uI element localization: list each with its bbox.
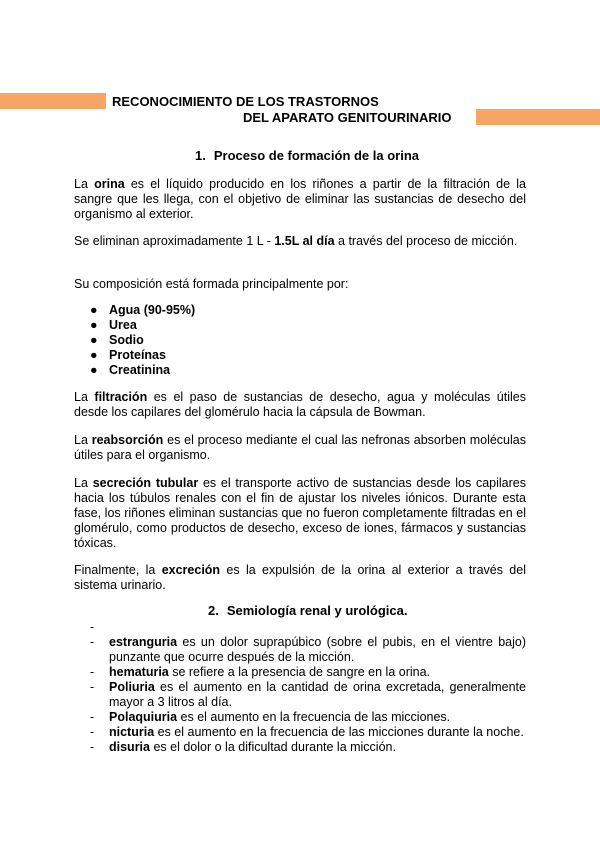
text-run: es el paso de sustancias de desecho, agua y moléculas útiles desde los capilares del glomérulo hacia la cápsula de Bowman.: [74, 390, 526, 419]
excretion-paragraph: [74, 563, 526, 593]
dash-icon: -: [90, 665, 95, 679]
list-item: [90, 620, 526, 635]
list-item: [90, 710, 526, 725]
title-accent-bar-right: [476, 109, 600, 125]
dash-icon: -: [90, 635, 95, 649]
bullet-icon: ●: [90, 303, 98, 317]
term-filtracion: filtración: [94, 390, 148, 404]
composition-intro: Su composición está formada principalmente por:: [74, 277, 349, 291]
text-run: es la expulsión de la orina al exterior a través del sistema urinario.: [74, 563, 526, 592]
section-1-heading: [195, 148, 419, 163]
term-reabsorcion: reabsorción: [91, 433, 164, 447]
text-run: La: [74, 433, 92, 447]
text-run: La: [74, 177, 95, 191]
definition: es el aumento en la frecuencia de las micciones.: [177, 710, 451, 724]
filtration-paragraph: [74, 390, 526, 420]
definition: es el aumento en la cantidad de orina excretada, generalmente mayor a 3 litros al día.: [109, 680, 526, 709]
urine-definition-paragraph: [74, 177, 526, 222]
list-item: [90, 665, 526, 680]
term: Poliuria: [109, 680, 155, 694]
bullet-icon: ●: [90, 348, 98, 362]
text-run: a través del proceso de micción.: [334, 234, 518, 248]
semiology-list: [90, 620, 526, 755]
volume-value: 1.5L al día: [274, 234, 335, 248]
list-item: [90, 725, 526, 740]
text-run: es el proceso mediante el cual las nefronas absorben moléculas útiles para el organismo.: [74, 433, 526, 462]
dash-icon: -: [90, 620, 95, 634]
component-label: Urea: [109, 318, 137, 332]
section-2-number: 2.: [208, 603, 219, 618]
composition-list: [90, 303, 195, 378]
component-label: Agua (90-95%): [109, 303, 196, 317]
bullet-icon: ●: [90, 333, 98, 347]
title-accent-bar-left: [0, 93, 106, 109]
list-item: [90, 680, 526, 710]
section-2-heading: [208, 603, 407, 618]
bullet-icon: ●: [90, 318, 98, 332]
definition: se refiere a la presencia de sangre en la orina.: [168, 665, 431, 679]
text-run: es el transporte activo de sustancias desde los capilares hacia los túbulos renales con el fin de ajustar los niveles iónicos. Durante esta fase, los riñones eliminan sustancias que no fueron completamente filtradas en el glomérulo, como productos de desecho, exceso de iones, fármacos y sustancias tóxicas.: [74, 476, 526, 550]
dash-icon: -: [90, 680, 95, 694]
reabsorption-paragraph: [74, 433, 526, 463]
list-item: [90, 348, 195, 363]
dash-icon: -: [90, 725, 95, 739]
document-title-line-1: RECONOCIMIENTO DE LOS TRASTORNOS: [112, 94, 379, 109]
dash-icon: -: [90, 710, 95, 724]
secretion-paragraph: [74, 476, 526, 551]
urine-volume-paragraph: [74, 234, 526, 249]
text-run: Se eliminan aproximadamente 1 L -: [74, 234, 275, 248]
document-title-line-2: DEL APARATO GENITOURINARIO: [243, 110, 452, 125]
definition: es el aumento en la frecuencia de las micciones durante la noche.: [154, 725, 524, 739]
term: hematuria: [109, 665, 169, 679]
component-label: Sodio: [109, 333, 144, 347]
term-secrecion-tubular: secreción tubular: [92, 476, 199, 490]
dash-icon: -: [90, 740, 95, 754]
term: disuria: [109, 740, 150, 754]
text-run: es el líquido producido en los riñones a partir de la filtración de la sangre que les llega, con el objetivo de eliminar las sustancias de desecho del organismo al exterior.: [74, 177, 526, 221]
definition: es un dolor suprapúbico (sobre el pubis, en el vientre bajo) punzante que ocurre después de la micción.: [109, 635, 526, 664]
section-1-number: 1.: [195, 148, 206, 163]
text-run: Finalmente, la: [74, 563, 162, 577]
list-item: [90, 363, 195, 378]
text-run: La: [74, 476, 93, 490]
component-label: Proteínas: [109, 348, 166, 362]
term-orina: orina: [94, 177, 125, 191]
section-1-title: Proceso de formación de la orina: [213, 148, 420, 163]
list-item: [90, 740, 526, 755]
text-run: La: [74, 390, 95, 404]
section-2-title: Semiología renal y urológica.: [226, 603, 408, 618]
component-label: Creatinina: [109, 363, 171, 377]
list-item: [90, 318, 195, 333]
term-excrecion: excreción: [161, 563, 221, 577]
list-item: [90, 635, 526, 665]
list-item: [90, 333, 195, 348]
term: Polaquiuria: [109, 710, 178, 724]
bullet-icon: ●: [90, 363, 98, 377]
term: nicturia: [109, 725, 155, 739]
definition: es el dolor o la dificultad durante la micción.: [150, 740, 396, 754]
term: estranguria: [109, 635, 178, 649]
list-item: [90, 303, 195, 318]
